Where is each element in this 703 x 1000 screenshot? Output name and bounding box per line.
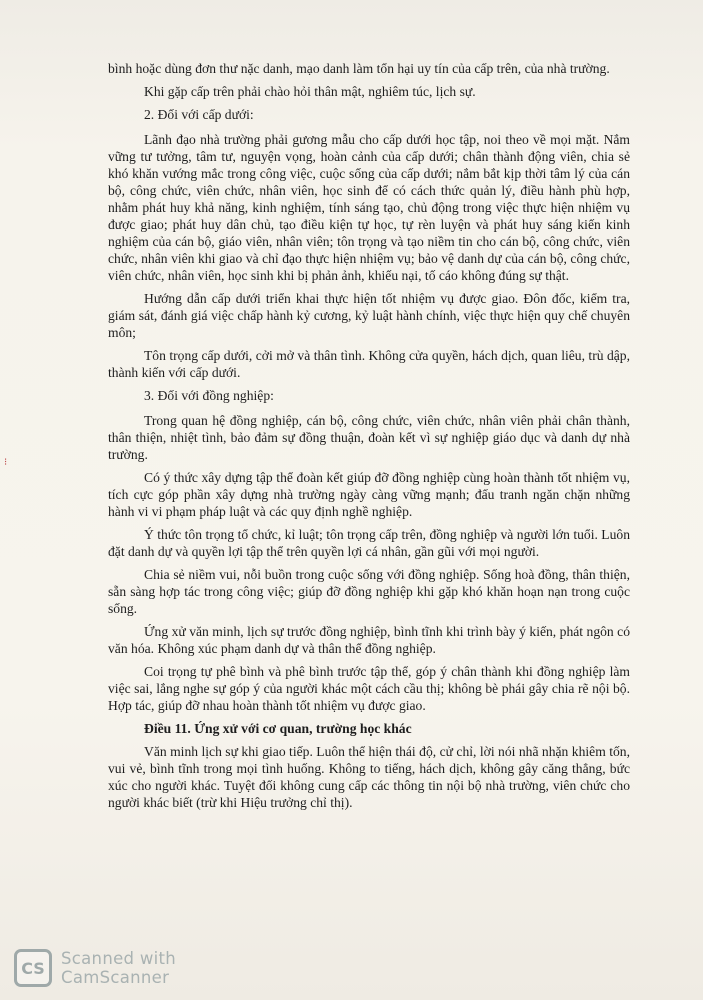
paragraph: Chia sẻ niềm vui, nỗi buồn trong cuộc sống với đồng nghiệp. Sống hoà đồng, thân thiện, sẵn sàng hợp tác trong công việc; giúp đỡ đồng nghiệp khi gặp khó khăn hoạn nạn trong cuộc sống. [108, 567, 630, 616]
camscanner-watermark [14, 946, 234, 990]
paragraph: Có ý thức xây dựng tập thể đoàn kết giúp đỡ đồng nghiệp cùng hoàn thành tốt nhiệm vụ, tích cực góp phần xây dựng nhà trường ngày càng vững mạnh; đấu tranh ngăn chặn những hành vi vi phạm pháp luật và các quy định nghề nghiệp. [108, 470, 630, 519]
watermark-line1: Scanned with [61, 949, 177, 968]
document-body [108, 60, 630, 817]
paragraph: Tôn trọng cấp dưới, cởi mở và thân tình. Không cửa quyền, hách dịch, quan liêu, trù dập, thành kiến với cấp dưới. [108, 348, 630, 380]
paragraph: Trong quan hệ đồng nghiệp, cán bộ, công chức, viên chức, nhân viên phải chân thành, thân thiện, nhiệt tình, bảo đảm sự đồng thuận, đoàn kết vì sự nghiệp giáo dục và danh dự nhà trường. [108, 413, 630, 462]
paragraph: Lãnh đạo nhà trường phải gương mẫu cho cấp dưới học tập, noi theo về mọi mặt. Nắm vững tư tưởng, tâm tư, nguyện vọng, hoàn cảnh của cấp dưới; chân thành động viên, chia sẻ khó khăn vướng mắc trong công việc, cuộc sống của cấp dưới; nắm bắt kịp thời tâm lý của cán bộ, công chức, viên chức, nhân viên, học sinh để có cách thức quản lý, điều hành phù hợp, nhằm phát huy khả năng, kinh nghiệm, tính sáng tạo, chủ động trong việc thực hiện nhiệm vụ được giao; phát huy dân chủ, tạo điều kiện tự học, tự rèn luyện và phát huy sáng kiến kinh nghiệm của cán bộ, giáo viên, nhân viên; tôn trọng và tạo niềm tin cho cán bộ, công chức, viên chức, nhân viên khi giao và chỉ đạo thực hiện nhiệm vụ; bảo vệ danh dự của cán bộ, công chức, viên chức, nhân viên, học sinh khi bị phản ảnh, khiếu nại, tố cáo không đúng sự thật. [108, 132, 630, 283]
paragraph: Ý thức tôn trọng tổ chức, kỉ luật; tôn trọng cấp trên, đồng nghiệp và người lớn tuổi. Luôn đặt danh dự và quyền lợi tập thể trên quyền lợi cá nhân, gần gũi với mọi người. [108, 527, 630, 559]
paragraph: Khi gặp cấp trên phải chào hỏi thân mật, nghiêm túc, lịch sự. [144, 84, 476, 99]
paragraph: Ứng xử văn minh, lịch sự trước đồng nghiệp, bình tĩnh khi trình bày ý kiến, phát ngôn có văn hóa. Không xúc phạm danh dự và thân thể đồng nghiệp. [108, 624, 630, 656]
camscanner-logo-icon: CS [14, 949, 52, 987]
paragraph: Coi trọng tự phê bình và phê bình trước tập thể, góp ý chân thành khi đồng nghiệp làm việc sai, lắng nghe sự góp ý của người khác một cách cầu thị; không bè phái gây chia rẽ nội bộ. Hợp tác, giúp đỡ nhau hoàn thành tốt nhiệm vụ được giao. [108, 664, 630, 713]
paragraph: Hướng dẫn cấp dưới triển khai thực hiện tốt nhiệm vụ được giao. Đôn đốc, kiểm tra, giám sát, đánh giá việc chấp hành kỷ cương, kỷ luật hành chính, việc thực hiện quy chế chuyên môn; [108, 291, 630, 340]
paragraph-continuation: bình hoặc dùng đơn thư nặc danh, mạo danh làm tổn hại uy tín của cấp trên, của nhà trường. [108, 61, 610, 76]
watermark-text [61, 949, 176, 987]
subsection-title: 2. Đối với cấp dưới: [144, 107, 254, 122]
paragraph: Văn minh lịch sự khi giao tiếp. Luôn thể hiện thái độ, cử chỉ, lời nói nhã nhặn khiêm tốn, vui vẻ, bình tĩnh trong mọi tình huống. Không to tiếng, hách dịch, không gây căng thẳng, bức xúc cho người khác. Tuyệt đối không cung cấp các thông tin nội bộ nhà trường, viên chức cho người khác biết (trừ khi Hiệu trưởng chỉ thị). [108, 744, 630, 810]
subsection-title: 3. Đối với đồng nghiệp: [144, 388, 274, 403]
watermark-line2: CamScanner [61, 968, 170, 987]
article-heading: Điều 11. Ứng xử với cơ quan, trường học khác [144, 721, 412, 736]
margin-mark: ⁝ [4, 457, 8, 468]
